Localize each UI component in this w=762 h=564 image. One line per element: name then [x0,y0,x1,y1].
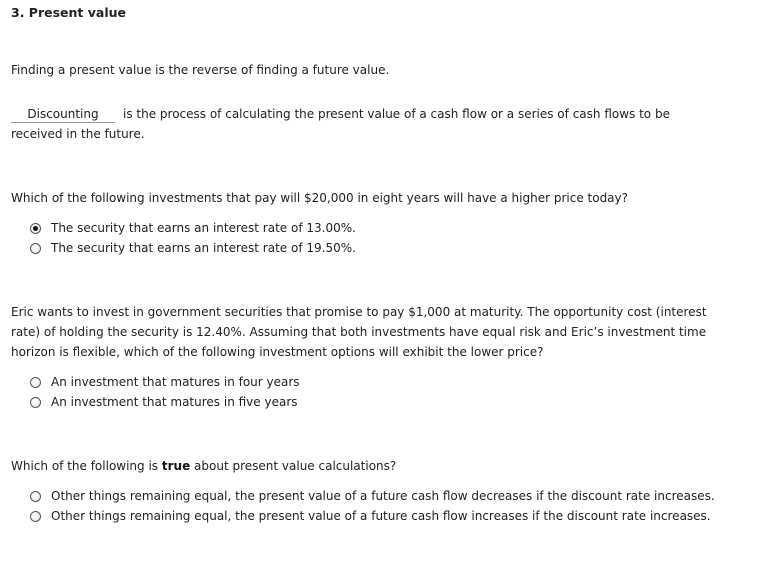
radio-button[interactable] [30,243,41,254]
radio-button[interactable] [30,491,41,502]
q2-prompt-line1: Eric wants to invest in government securities that promise to pay $1,000 at maturity. The opportunity cost (interest [11,305,707,319]
q3-option-1-label: Other things remaining equal, the present value of a future cash flow decreases if the discount rate increases. [51,489,715,503]
radio-button[interactable] [30,377,41,388]
discounting-answer-dropdown[interactable]: Discounting [11,106,115,123]
q1-option-2[interactable] [30,238,356,258]
section-title: 3. Present value [11,5,126,20]
blank-statement-line1 [11,104,670,124]
intro-text: Finding a present value is the reverse of finding a future value. [11,63,390,77]
radio-button[interactable] [30,511,41,522]
q1-option-1[interactable] [30,218,356,238]
q3-prompt [11,456,396,476]
q2-option-2-label: An investment that matures in five years [51,395,298,409]
q3-option-2-label: Other things remaining equal, the present value of a future cash flow increases if the discount rate increases. [51,509,711,523]
blank-statement-text: is the process of calculating the present value of a cash flow or a series of cash flows to be [123,107,670,121]
q3-prompt-before: Which of the following is [11,459,162,473]
q1-option-2-label: The security that earns an interest rate of 19.50%. [51,241,356,255]
radio-button-selected[interactable] [30,223,41,234]
q2-option-1-label: An investment that matures in four years [51,375,300,389]
q2-option-2[interactable] [30,392,298,412]
radio-button[interactable] [30,397,41,408]
q1-prompt: Which of the following investments that pay will $20,000 in eight years will have a higher price today? [11,191,629,205]
q3-option-2[interactable] [30,506,711,526]
q3-prompt-after: about present value calculations? [190,459,397,473]
q3-prompt-bold: true [161,459,191,473]
q2-prompt-line2: rate) of holding the security is 12.40%. Assuming that both investments have equal risk and Eric’s investment time [11,325,707,339]
blank-statement-line2: received in the future. [11,127,145,141]
q1-option-1-label: The security that earns an interest rate of 13.00%. [51,221,356,235]
q2-prompt-line3: horizon is flexible, which of the following investment options will exhibit the lower price? [11,345,544,359]
q3-option-1[interactable] [30,486,715,506]
q2-option-1[interactable] [30,372,300,392]
